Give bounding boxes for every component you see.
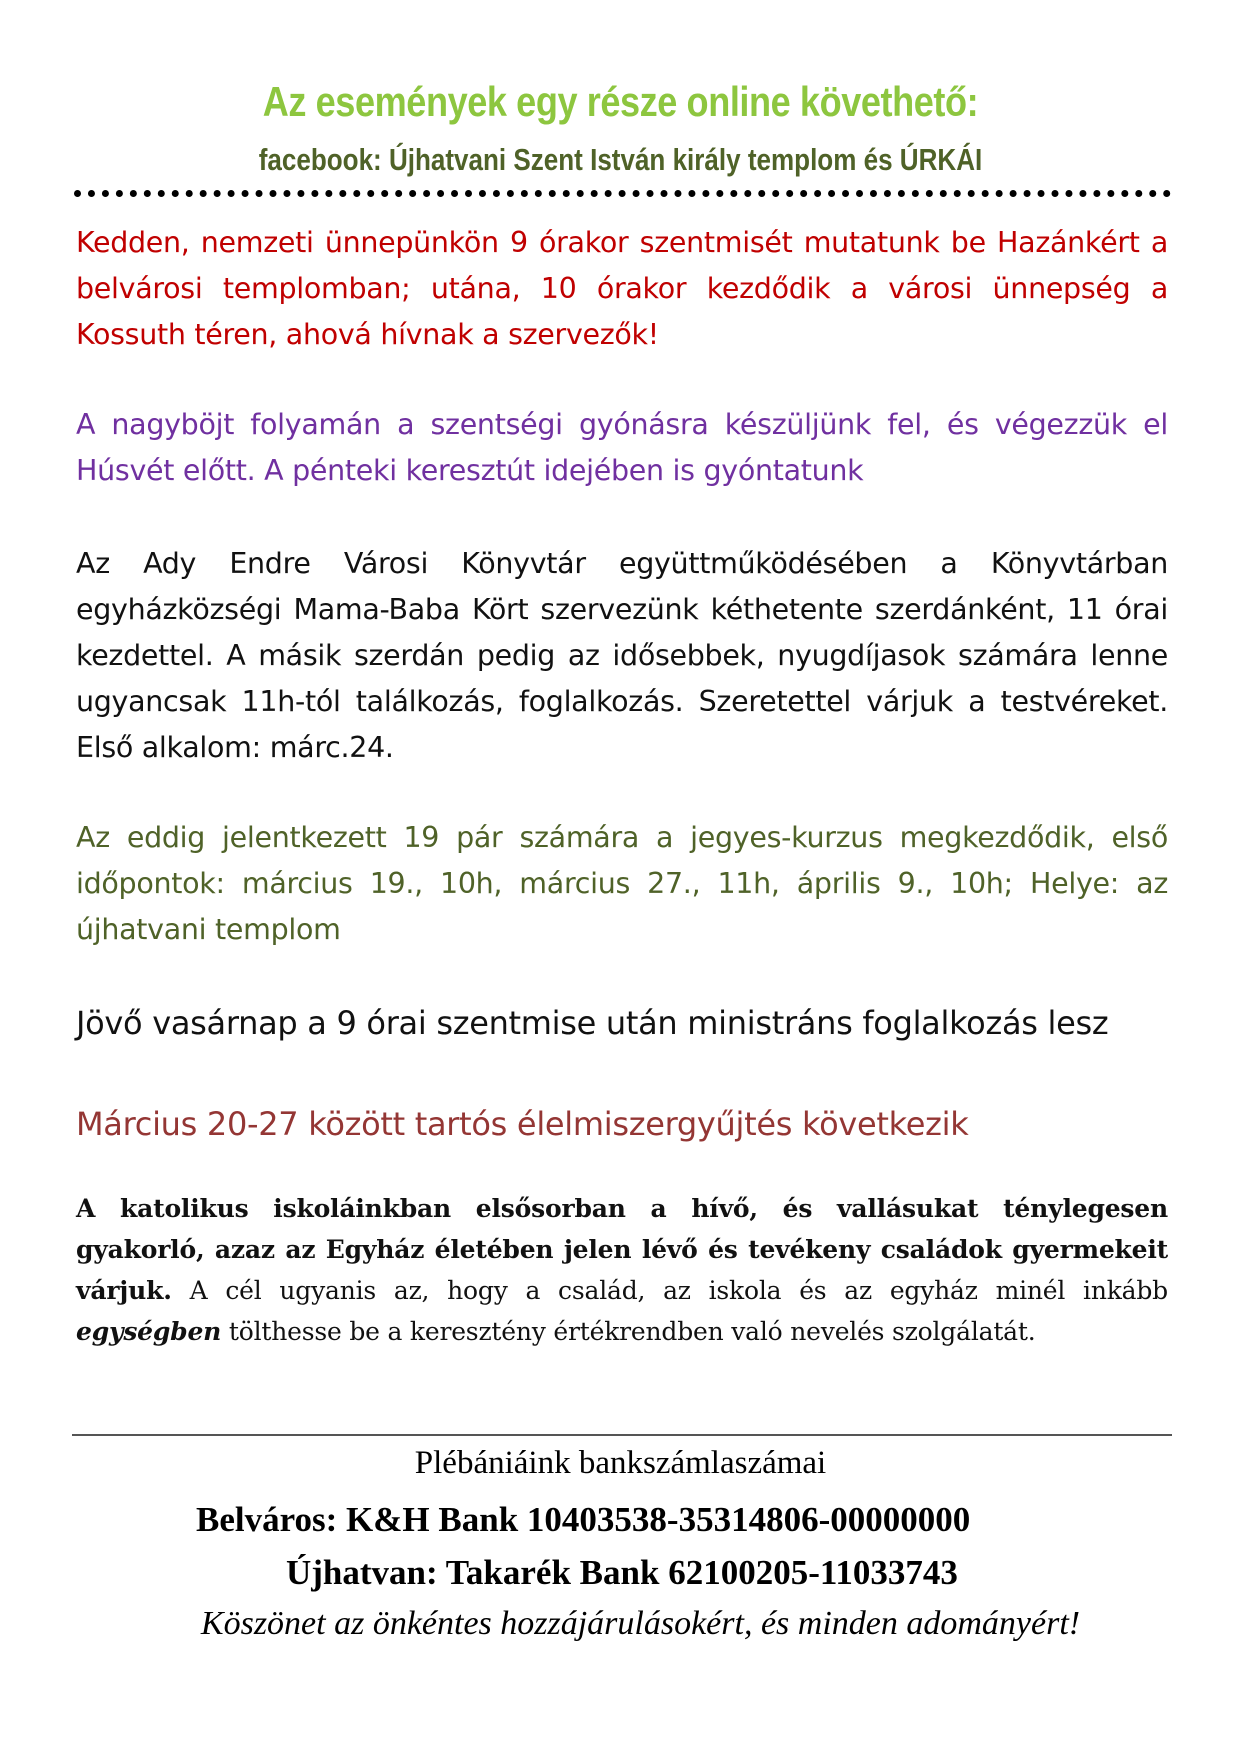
bank-divider [72,1434,1172,1436]
schools-text-b: tölthesse be a keresztény értékrendben való nevelés szolgálatát. [221,1317,1036,1346]
announcement-altar-servers: Jövő vasárnap a 9 órai szentmise után ministráns foglalkozás lesz [76,1004,1109,1042]
schools-bold-text: A katolikus iskoláinkban elsősorban a hívő, és vallásukat ténylegesen gyakorló, azaz az Egyház életében jelen lévő és tevékeny családok gyermekeit várjuk. [76,1194,1168,1305]
thanks-note: Köszönet az önkéntes hozzájárulásokért, és minden adományért! [200,1605,1081,1642]
announcement-lent-confession: A nagyböjt folyamán a szentségi gyónásra készüljünk fel, és végezzük el Húsvét előtt. A pénteki keresztút idejében is gyóntatunk [76,408,1168,487]
facebook-subtitle: facebook: Újhatvani Szent István király templom és ÚRKÁI [258,142,983,177]
bank-heading: Plébániáink bankszámlaszámai [414,1445,827,1481]
announcement-library-club: Az Ady Endre Városi Könyvtár együttműködésében a Könyvtárban egyházközségi Mama-Baba Kört szervezünk kéthetente szerdánként, 11 órai kezdettel. A másik szerdán pedig az idősebbek, nyugdíjasok számára lenne ugyancsak 11h-tól találkozás, foglalkozás. Szeretettel várjuk a testvéreket. Első alkalom: márc.24. [76,547,1168,764]
bank-account-belvaros: Belváros: K&H Bank 10403538-35314806-00000000 [196,1500,971,1539]
announcement-food-drive: Március 20-27 között tartós élelmiszergyűjtés következik [76,1105,969,1143]
schools-text-a: A cél ugyanis az, hogy a család, az iskola és az egyház minél inkább [171,1276,1168,1305]
dotted-divider [74,190,1171,197]
page-title: Az események egy része online követhető: [262,78,979,125]
announcement-national-holiday: Kedden, nemzeti ünnepünkön 9 órakor szentmisét mutatunk be Hazánkért a belvárosi templomban; utána, 10 órakor kezdődik a városi ünnepség a Kossuth téren, ahová hívnak a szervezők! [76,226,1168,351]
bank-account-ujhatvan: Újhatvan: Takarék Bank 62100205-11033743 [286,1553,958,1592]
announcement-engagement-course: Az eddig jelentkezett 19 pár számára a jegyes-kurzus megkezdődik, első időpontok: március 19., 10h, március 27., 11h, április 9., 10h; Helye: az újhatvani templom [76,821,1168,946]
announcement-catholic-schools [76,1188,1168,1352]
schools-emphasis: egységben [76,1317,222,1346]
